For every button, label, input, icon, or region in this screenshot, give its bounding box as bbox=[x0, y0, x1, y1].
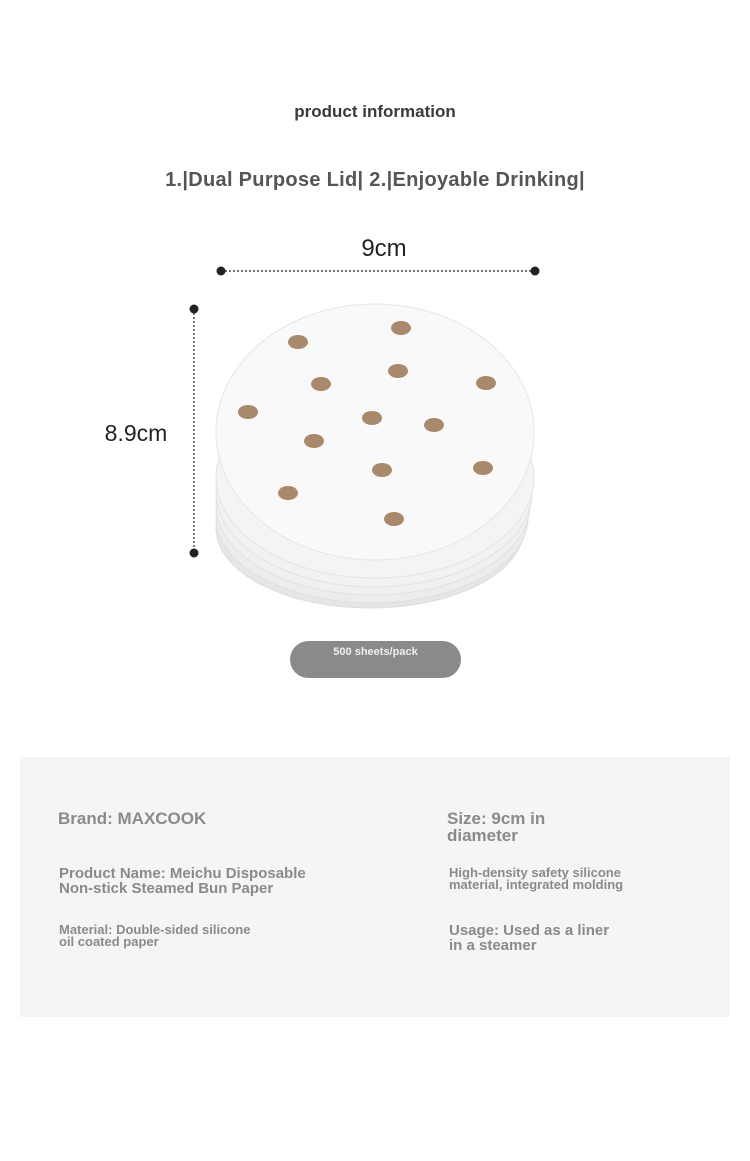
feature-list: 1.|Dual Purpose Lid| 2.|Enjoyable Drinking| bbox=[165, 169, 585, 191]
pack-count-badge: 500 sheets/pack bbox=[290, 641, 461, 678]
spec-product-name: Product Name: Meichu Disposable Non-stick Steamed Bun Paper bbox=[59, 865, 306, 898]
spec-feature: High-density safety silicone material, integrated molding bbox=[449, 865, 624, 892]
spec-usage: Usage: Used as a liner in a steamer bbox=[449, 922, 610, 955]
spec-brand: Brand: MAXCOOK bbox=[58, 809, 207, 828]
spec-material: Material: Double-sided silicone oil coated paper bbox=[59, 922, 251, 949]
top-paper-sheet bbox=[216, 304, 534, 560]
specs-panel bbox=[20, 757, 730, 1017]
width-dimension-label: 9cm bbox=[361, 235, 407, 262]
width-dimension-line bbox=[217, 267, 540, 276]
spec-size: Size: 9cm in diameter bbox=[447, 809, 546, 846]
section-title: product information bbox=[294, 102, 456, 121]
height-dimension-label: 8.9cm bbox=[104, 420, 168, 446]
height-dimension-line bbox=[190, 305, 199, 558]
